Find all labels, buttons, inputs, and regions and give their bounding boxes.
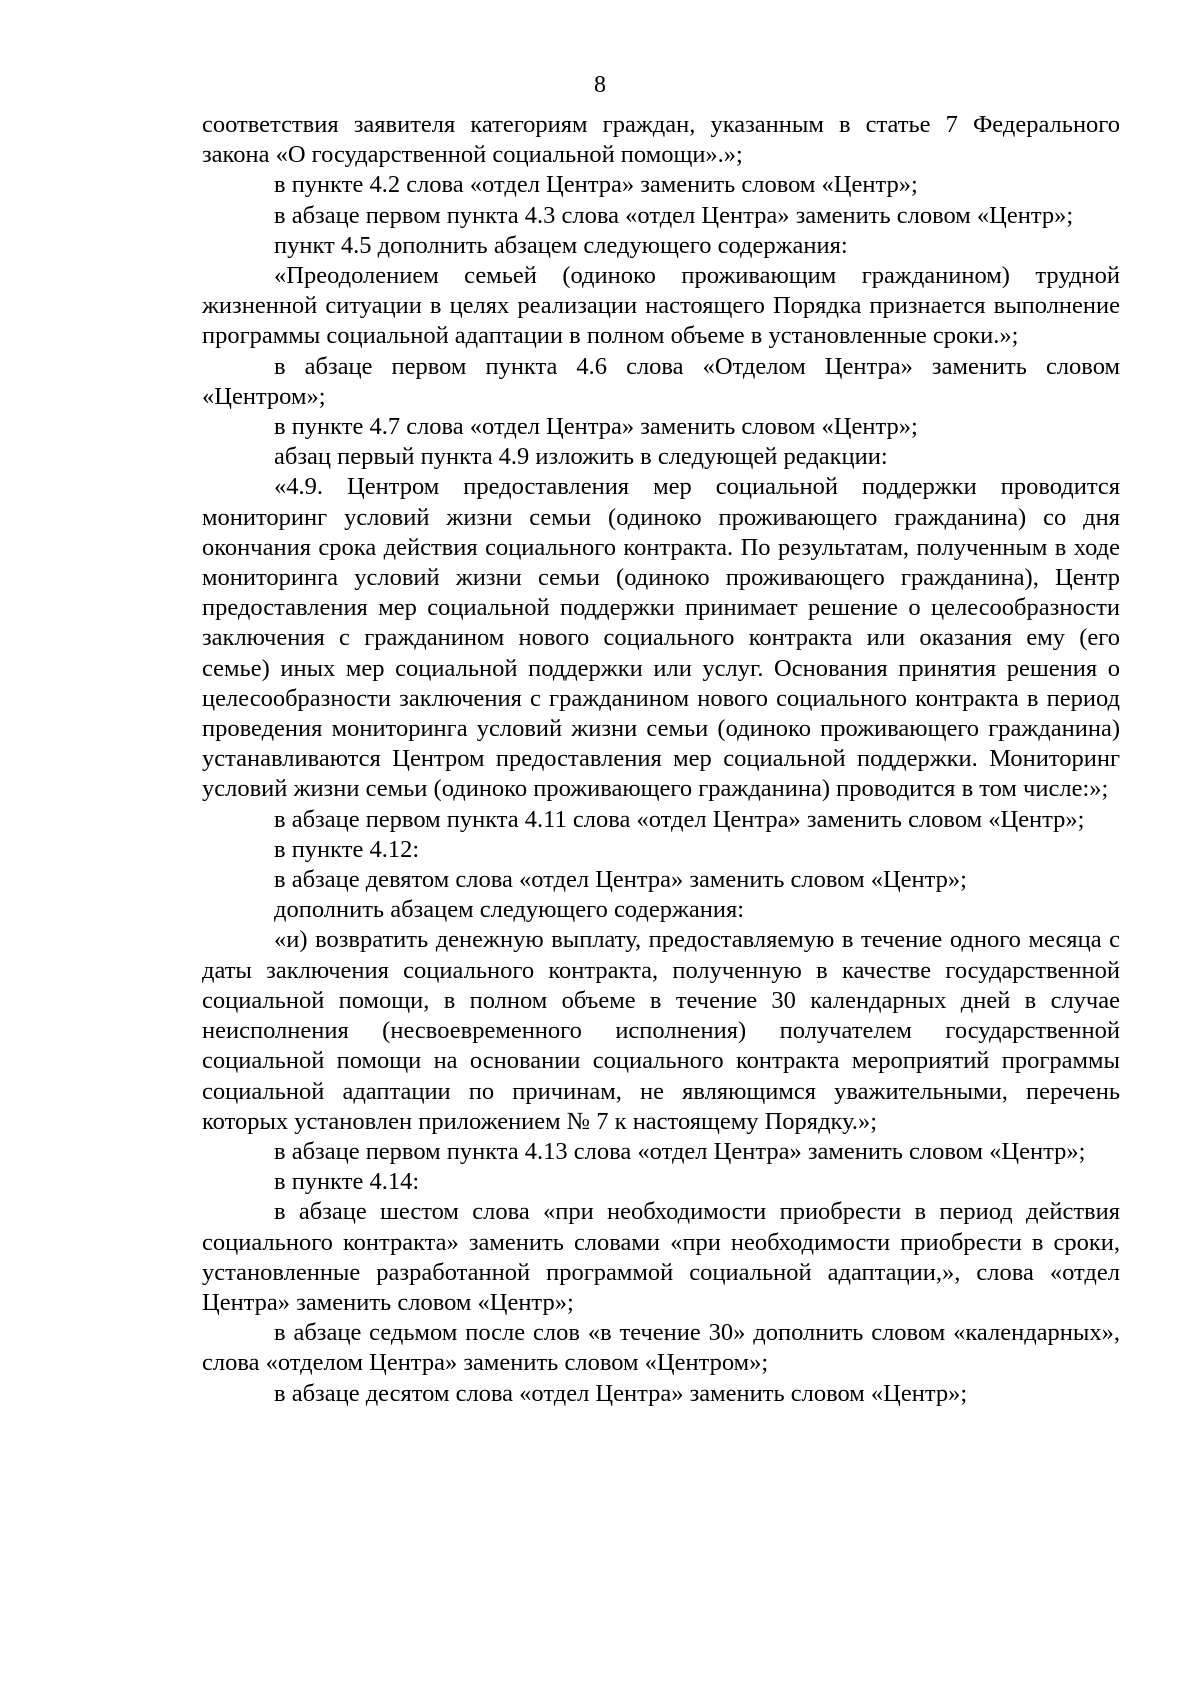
paragraph: в абзаце седьмом после слов «в течение 30» дополнить словом «календарных», слова «отделом Центра» заменить словом «Центром»;: [202, 1319, 1120, 1377]
paragraph: в абзаце первом пункта 4.13 слова «отдел Центра» заменить словом «Центр»;: [274, 1137, 1086, 1165]
paragraph: в абзаце десятом слова «отдел Центра» заменить словом «Центр»;: [274, 1379, 968, 1407]
paragraph: «и) возвратить денежную выплату, предоставляемую в течение одного месяца с даты заключения социального контракта, полученную в качестве государственной социальной помощи, в полном объеме в течение 30 календарных дней в случае неисполнения (несвоевременного исполнения) получателем государственной социальной помощи на основании социального контракта мероприятий программы социальной адаптации по причинам, не являющимся уважительными, перечень которых установлен приложением № 7 к настоящему Порядку.»;: [202, 926, 1120, 1135]
paragraph: в пункте 4.12:: [274, 835, 420, 863]
paragraph: пункт 4.5 дополнить абзацем следующего содержания:: [274, 231, 848, 259]
paragraph: в абзаце первом пункта 4.11 слова «отдел Центра» заменить словом «Центр»;: [274, 805, 1085, 833]
paragraph: в абзаце первом пункта 4.3 слова «отдел Центра» заменить словом «Центр»;: [274, 201, 1074, 229]
paragraph: в пункте 4.2 слова «отдел Центра» заменить словом «Центр»;: [274, 171, 918, 199]
page-number: 8: [594, 72, 606, 98]
paragraph: в абзаце девятом слова «отдел Центра» заменить словом «Центр»;: [274, 866, 967, 894]
paragraph: в абзаце шестом слова «при необходимости приобрести в период действия социального контракта» заменить словами «при необходимости приобрести в сроки, установленные разработанной программой социальной адаптации,», слова «отдел Центра» заменить словом «Центр»;: [202, 1198, 1120, 1316]
paragraph: дополнить абзацем следующего содержания:: [274, 896, 745, 924]
paragraph: «4.9. Центром предоставления мер социальной поддержки проводится мониторинг условий жизни семьи (одиноко проживающего гражданина) со дня окончания срока действия социального контракта. По результатам, полученным в ходе мониторинга условий жизни семьи (одиноко проживающего гражданина), Центр предоставления мер социальной поддержки принимает решение о целесообразности заключения с гражданином нового социального контракта или оказания ему (его семье) иных мер социальной поддержки или услуг. Основания принятия решения о целесообразности заключения с гражданином нового социального контракта в период проведения мониторинга условий жизни семьи (одиноко проживающего гражданина) устанавливаются Центром предоставления мер социальной поддержки. Мониторинг условий жизни семьи (одиноко проживающего гражданина) проводится в том числе:»;: [202, 473, 1120, 803]
document-body: [202, 110, 1120, 1409]
paragraph: в абзаце первом пункта 4.6 слова «Отделом Центра» заменить словом «Центром»;: [202, 352, 1120, 410]
paragraph: «Преодолением семьей (одиноко проживающим гражданином) трудной жизненной ситуации в целях реализации настоящего Порядка признается выполнение программы социальной адаптации в полном объеме в установленные сроки.»;: [202, 262, 1120, 350]
paragraph: соответствия заявителя категориям граждан, указанным в статье 7 Федерального закона «О государственной социальной помощи».»;: [202, 111, 1120, 169]
paragraph: абзац первый пункта 4.9 изложить в следующей редакции:: [274, 443, 888, 471]
paragraph: в пункте 4.14:: [274, 1168, 420, 1196]
paragraph: в пункте 4.7 слова «отдел Центра» заменить словом «Центр»;: [274, 413, 918, 441]
